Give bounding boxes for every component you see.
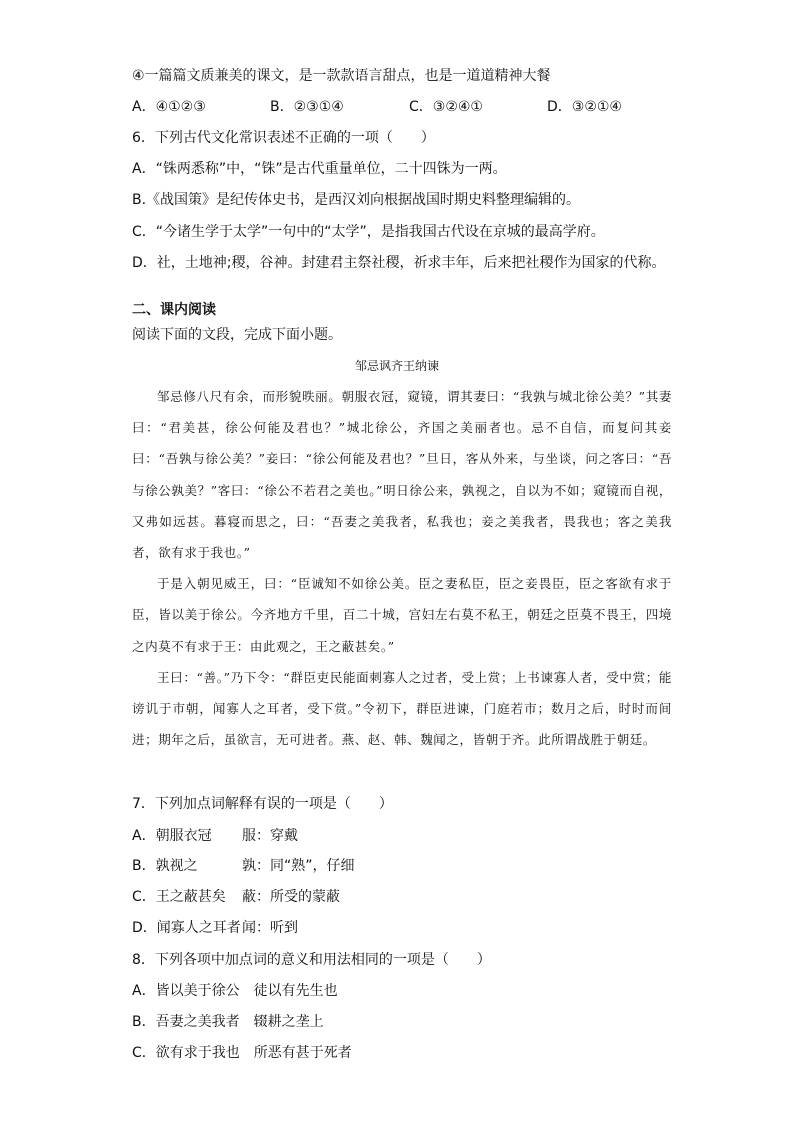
passage-paragraph-1: 邹忌修八尺有余，而形貌昳丽。朝服衣冠，窥镜，谓其妻曰：“我孰与城北徐公美？”其妻曰：“君美甚，徐公何能及君也？”城北徐公，齐国之美丽者也。忌不自信，而复问其妾曰：“吾孰与徐公美？”妾曰：“徐公何能及君也？”旦日，客从外来，与坐谈，问之客曰：“吾与徐公孰美？”客曰：“徐公不若君之美也。”明日徐公来，孰视之，自以为不如；窥镜而自视，又弗如远甚。暮寝而思之，曰：“吾妻之美我者，私我也；妾之美我者，畏我也；客之美我者，欲有求于我也。” — [132, 389, 672, 561]
q7-option-a-phrase: A．朝服衣冠 — [132, 828, 212, 844]
question-8-stem: 8．下列各项中加点词的意义和用法相同的一项是（ ） — [132, 952, 491, 968]
question-6-stem: 6．下列古代文化常识表述不正确的一项（ ） — [132, 130, 435, 146]
question-7-stem: 7．下列加点词解释有误的一项是（ ） — [132, 796, 393, 812]
q6-option-b: B.《战国策》是纪传体史书，是西汉刘向根据战国时期史料整理编辑的。 — [132, 192, 581, 208]
question-5-statement-4: ④一篇篇文质兼美的课文，是一款款语言甜点，也是一道道精神大餐 — [132, 68, 551, 84]
passage-paragraph-2: 于是入朝见威王，曰：“臣诚知不如徐公美。臣之妻私臣，臣之妾畏臣，臣之客欲有求于臣，皆以美于徐公。今齐地方千里，百二十城，宫妇左右莫不私王，朝廷之臣莫不畏王，四境之内莫不有求于王：由此观之，王之蔽甚矣。” — [132, 576, 672, 654]
q7-option-c-phrase: C．王之蔽甚矣 — [132, 889, 226, 905]
section-heading: 二、课内阅读 — [132, 302, 216, 318]
q7-option-b-gloss: 孰：同“熟”，仔细 — [242, 858, 355, 874]
q7-option-d-phrase: D．闻寡人之耳者 — [132, 920, 241, 936]
q7-option-d-gloss: 闻：听到 — [242, 920, 298, 936]
q8-option-c: C．欲有求于我也 所恶有甚于死者 — [132, 1045, 352, 1061]
q7-option-b-phrase: B．孰视之 — [132, 858, 198, 874]
q7-option-a-gloss: 服：穿戴 — [242, 828, 298, 844]
q7-option-d — [132, 918, 298, 938]
passage-paragraph-3: 王曰：“善。”乃下令：“群臣吏民能面刺寡人之过者，受上赏；上书谏寡人者，受中赏；能谤讥于市朝，闻寡人之耳者，受下赏。”令初下，群臣进谏，门庭若市；数月之后，时时而间进；期年之后，虽欲言，无可进者。燕、赵、韩、魏闻之，皆朝于齐。此所谓战胜于朝廷。 — [132, 669, 672, 748]
section-instruction: 阅读下面的文段，完成下面小题。 — [132, 327, 342, 343]
q5-option-c: C．③②④① — [409, 99, 483, 115]
q6-option-a: A．“铢两悉称”中，“铢”是古代重量单位，二十四铢为一两。 — [132, 161, 507, 177]
q8-option-a: A．皆以美于徐公 徒以有先生也 — [132, 983, 338, 999]
q5-option-d: D．③②①④ — [547, 99, 622, 115]
q6-option-c: C．“今诸生学于太学”一句中的“太学”，是指我国古代设在京城的最高学府。 — [132, 224, 605, 240]
q5-option-a: A．④①②③ — [132, 99, 206, 115]
q7-option-b — [132, 856, 355, 876]
q7-option-a — [132, 826, 298, 846]
q7-option-c-gloss: 蔽：所受的蒙蔽 — [242, 889, 340, 905]
passage-title: 邹忌讽齐王纳谏 — [354, 359, 439, 373]
passage-body — [132, 381, 672, 755]
q6-option-d: D．社，土地神;稷，谷神。封建君主祭社稷，祈求丰年，后来把社稷作为国家的代称。 — [132, 255, 666, 271]
q5-option-b: B．②③①④ — [270, 99, 344, 115]
q7-option-c — [132, 887, 340, 907]
q8-option-b: B．吾妻之美我者 辍耕之垄上 — [132, 1014, 324, 1030]
